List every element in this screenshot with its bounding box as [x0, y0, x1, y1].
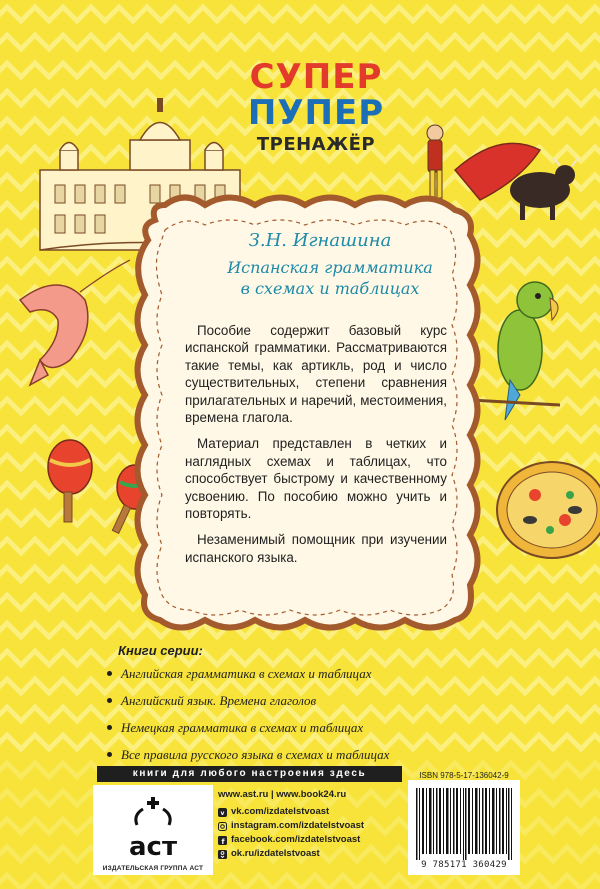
description-paragraph: Пособие содержит базовый курс испанской грамматики. Рассматриваются такие темы, как артикль, род и число существительных, степени сравнения прилагательных и наречий, местоимения, времена глагола.	[185, 323, 447, 426]
facebook-icon	[218, 836, 227, 845]
list-item: Все правила русского языка в схемах и таблицах	[107, 741, 467, 768]
ok-icon	[218, 850, 227, 859]
ast-logo	[93, 785, 213, 875]
paella-illustration	[497, 462, 600, 558]
series-title	[246, 57, 386, 155]
description-paragraph: Материал представлен в четких и наглядных схемах и таблицах, что способствует быстрому и качественному усвоению. По пособию можно учить и повторять.	[185, 436, 447, 522]
svg-text:v: v	[220, 809, 225, 817]
book-description	[185, 322, 447, 575]
bullet-icon	[107, 671, 112, 676]
publisher-tagline: книги для любого настроения здесь	[97, 766, 402, 782]
ast-logo-text: аст	[128, 832, 178, 862]
series-books-heading: Книги серии:	[118, 643, 203, 658]
social-link-facebook[interactable]: f facebook.com/izdatelstvoast	[218, 833, 364, 847]
book-title	[200, 257, 460, 299]
social-links	[218, 805, 364, 861]
publisher-label: ИЗДАТЕЛЬСКАЯ ГРУППА АСТ	[102, 865, 204, 872]
list-item: Немецкая грамматика в схемах и таблицах	[107, 714, 467, 741]
book-title-line-2: в схемах и таблицах	[240, 279, 420, 298]
series-line-1: СУПЕР	[249, 57, 383, 97]
bullet-icon	[107, 725, 112, 730]
barcode-number: 9 785171 360429	[421, 860, 507, 870]
list-item: Английский язык. Времена глаголов	[107, 687, 467, 714]
isbn-text: ISBN 978-5-17-136042-9	[419, 771, 509, 780]
book-title-line-1: Испанская грамматика	[227, 258, 433, 277]
social-link-instagram[interactable]: instagram.com/izdatelstvoast	[218, 819, 364, 833]
vk-icon	[218, 808, 227, 817]
bullet-icon	[107, 698, 112, 703]
series-line-3: ТРЕНАЖЁР	[256, 134, 376, 155]
social-link-ok[interactable]: ok.ru/izdatelstvoast	[218, 847, 364, 861]
list-item: Английская грамматика в схемах и таблицах	[107, 660, 467, 687]
bullet-icon	[107, 752, 112, 757]
social-link-vk[interactable]: v vk.com/izdatelstvoast	[218, 805, 364, 819]
svg-text:f: f	[221, 837, 225, 845]
instagram-icon	[218, 822, 227, 831]
series-line-2: ПУПЕР	[247, 93, 385, 133]
description-paragraph: Незаменимый помощник при изучении испанского языка.	[185, 532, 447, 565]
series-books-list	[107, 660, 467, 768]
publisher-websites: www.ast.ru | www.book24.ru	[218, 789, 347, 800]
book-author: З.Н. Игнашина	[248, 230, 392, 251]
